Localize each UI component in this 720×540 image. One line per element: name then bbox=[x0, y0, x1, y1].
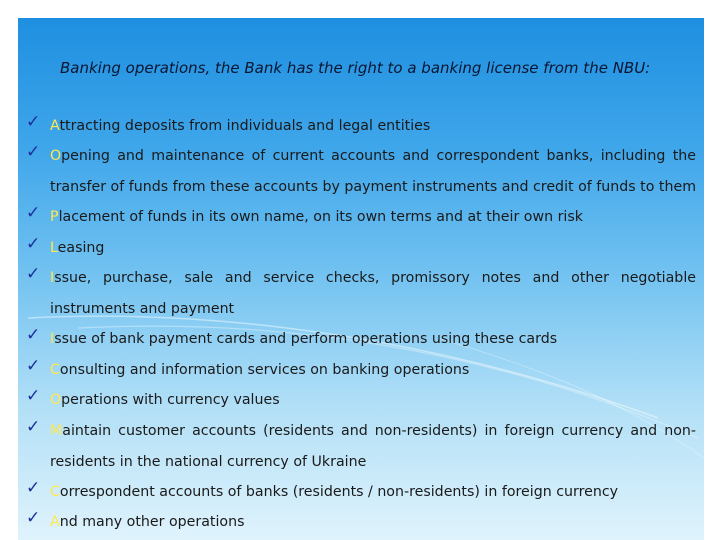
item-text: aintain customer accounts (residents and non-residents) in foreign currency and non-residents in the national currency of Ukraine bbox=[50, 423, 696, 470]
item-initial: L bbox=[50, 240, 58, 256]
slide-title: Banking operations, the Bank has the right to a banking license from the NBU: bbox=[60, 59, 651, 77]
item-text: perations with currency values bbox=[61, 392, 280, 408]
item-initial: P bbox=[50, 209, 59, 225]
item-text: lacement of funds in its own name, on its own terms and at their own risk bbox=[58, 209, 583, 225]
item-initial: I bbox=[50, 331, 55, 347]
check-icon: ✓ bbox=[26, 508, 41, 528]
list-item bbox=[26, 202, 696, 233]
bullet-list bbox=[18, 18, 704, 540]
list-item bbox=[26, 355, 696, 386]
item-text: ssue, purchase, sale and service checks, promissory notes and other negotiable instruments and payment bbox=[50, 270, 696, 317]
list-item bbox=[26, 385, 696, 416]
list-item bbox=[26, 416, 696, 477]
item-initial: C bbox=[50, 484, 60, 500]
item-text: orrespondent accounts of banks (residents / non-residents) in foreign currency bbox=[59, 484, 619, 500]
check-icon: ✓ bbox=[26, 142, 41, 162]
list-item bbox=[26, 507, 696, 538]
item-initial: A bbox=[50, 514, 60, 530]
list-item bbox=[26, 141, 696, 202]
item-initial: C bbox=[50, 362, 60, 378]
item-initial: M bbox=[50, 423, 63, 439]
check-icon: ✓ bbox=[26, 112, 41, 132]
item-text: onsulting and information services on banking operations bbox=[59, 362, 470, 378]
list-item bbox=[26, 263, 696, 324]
check-icon: ✓ bbox=[26, 417, 41, 437]
item-text: ttracting deposits from individuals and legal entities bbox=[59, 118, 431, 134]
check-icon: ✓ bbox=[26, 264, 41, 284]
check-icon: ✓ bbox=[26, 386, 41, 406]
item-text: ssue of bank payment cards and perform operations using these cards bbox=[54, 331, 558, 347]
item-text: easing bbox=[57, 240, 105, 256]
check-icon: ✓ bbox=[26, 325, 41, 345]
item-initial: O bbox=[50, 392, 62, 408]
check-icon: ✓ bbox=[26, 203, 41, 223]
list-item bbox=[26, 477, 696, 508]
item-initial: O bbox=[50, 148, 62, 164]
list-item bbox=[26, 111, 696, 142]
list-item bbox=[26, 324, 696, 355]
check-icon: ✓ bbox=[26, 234, 41, 254]
check-icon: ✓ bbox=[26, 478, 41, 498]
item-text: nd many other operations bbox=[59, 514, 245, 530]
item-initial: A bbox=[50, 118, 60, 134]
item-initial: I bbox=[50, 270, 55, 286]
item-text: pening and maintenance of current accounts and correspondent banks, including the transfer of funds from these accounts by payment instruments and credit of funds to them bbox=[50, 148, 697, 195]
check-icon: ✓ bbox=[26, 356, 41, 376]
slide bbox=[18, 18, 704, 540]
list-item bbox=[26, 233, 696, 264]
